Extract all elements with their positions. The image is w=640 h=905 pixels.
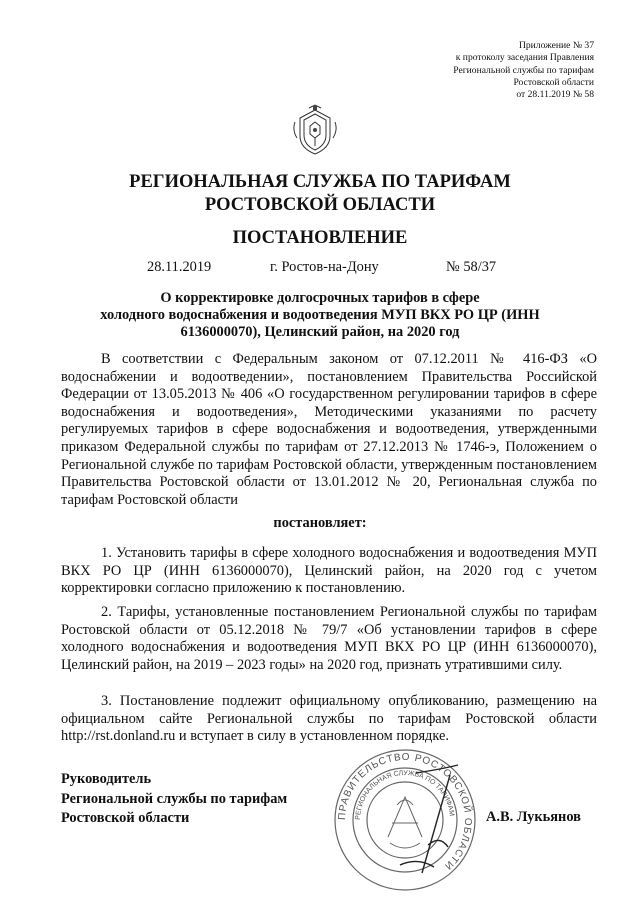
document-type: ПОСТАНОВЛЕНИЕ [232, 228, 408, 248]
official-seal-stamp-icon [330, 745, 480, 895]
signatory-name: А.В. Лукьянов [486, 809, 581, 825]
coat-of-arms-icon [292, 104, 338, 156]
signatory-line: Региональной службы по тарифам [61, 790, 288, 807]
subject-line: О корректировке долгосрочных тарифов в сфере [160, 290, 480, 306]
organization-title-line: РОСТОВСКОЙ ОБЛАСТИ [204, 195, 436, 215]
subject-line: 6136000070), Целинский район, на 2020 год [180, 324, 460, 340]
subject-line: холодного водоснабжения и водоотведения МУП ВКХ РО ЦР (ИНН [100, 307, 540, 323]
organization-title-line: РЕГИОНАЛЬНАЯ СЛУЖБА ПО ТАРИФАМ [129, 172, 511, 192]
seal-inner-text: РЕГИОНАЛЬНАЯ СЛУЖБА ПО ТАРИФАМ [354, 769, 455, 821]
annex-reference [374, 40, 594, 101]
clause-1: 1. Установить тарифы в сфере холодного водоснабжения и водоотведения МУП ВКХ РО ЦР (ИНН 6136000070), Целинский район, на 2020 год с учетом корректировки согласно приложению к постановлению. [61, 545, 597, 597]
seal-outer-text: ПРАВИТЕЛЬСТВО РОСТОВСКОЙ ОБЛАСТИ [336, 751, 474, 872]
document-subject [60, 290, 580, 341]
document-number: № 58/37 [446, 259, 497, 275]
annex-line: Ростовской области [513, 76, 594, 88]
document-city: г. Ростов-на-Дону [270, 259, 379, 275]
signatory-position [61, 770, 287, 829]
annex-line: Приложение № 37 [518, 40, 594, 51]
document-date: 28.11.2019 [147, 259, 212, 275]
clause-2: 2. Тарифы, установленные постановлением Региональной службы по тарифам Ростовской области от 05.12.2018 № 79/7 «Об установлении тарифов в сфере холодного водоснабжения и водоотведения МУП ВКХ РО ЦР (ИНН 6136000070), Целинский район, на 2019 – 2023 годы» на 2020 год, признать утратившими силу. [61, 604, 597, 673]
annex-line: от 28.11.2019 № 58 [516, 89, 594, 101]
signatory-line: Руководитель [61, 771, 152, 787]
signatory-line: Ростовской области [61, 810, 190, 826]
preamble-paragraph: В соответствии с Федеральным законом от 07.12.2011 № 416-ФЗ «О водоснабжении и водоотведении», постановлением Правительства Российской Федерации от 13.05.2013 № 406 «О государственном регулировании тарифов в сфере водоснабжения и водоотведения», Методическими указаниями по расчету регулируемых тарифов в сфере водоснабжения и водоотведения, утвержденными приказом Федеральной службы по тарифам от 27.12.2013 № 1746-э, Положением о Региональной службе по тарифам Ростовской области, утвержденным постановлением Правительства Ростовской области от 13.01.2012 № 20, Региональная служба по тарифам Ростовской области [61, 351, 597, 508]
annex-line: Региональной службы по тарифам [453, 64, 594, 76]
organization-title [0, 171, 640, 217]
clause-3: 3. Постановление подлежит официальному опубликованию, размещению на официальном сайте Региональной службы по тарифам Ростовской области http://rst.donland.ru и вступает в силу в установленном порядке. [61, 693, 597, 745]
annex-line: к протоколу заседания Правления [455, 52, 594, 64]
resolves-heading: постановляет: [273, 515, 367, 531]
